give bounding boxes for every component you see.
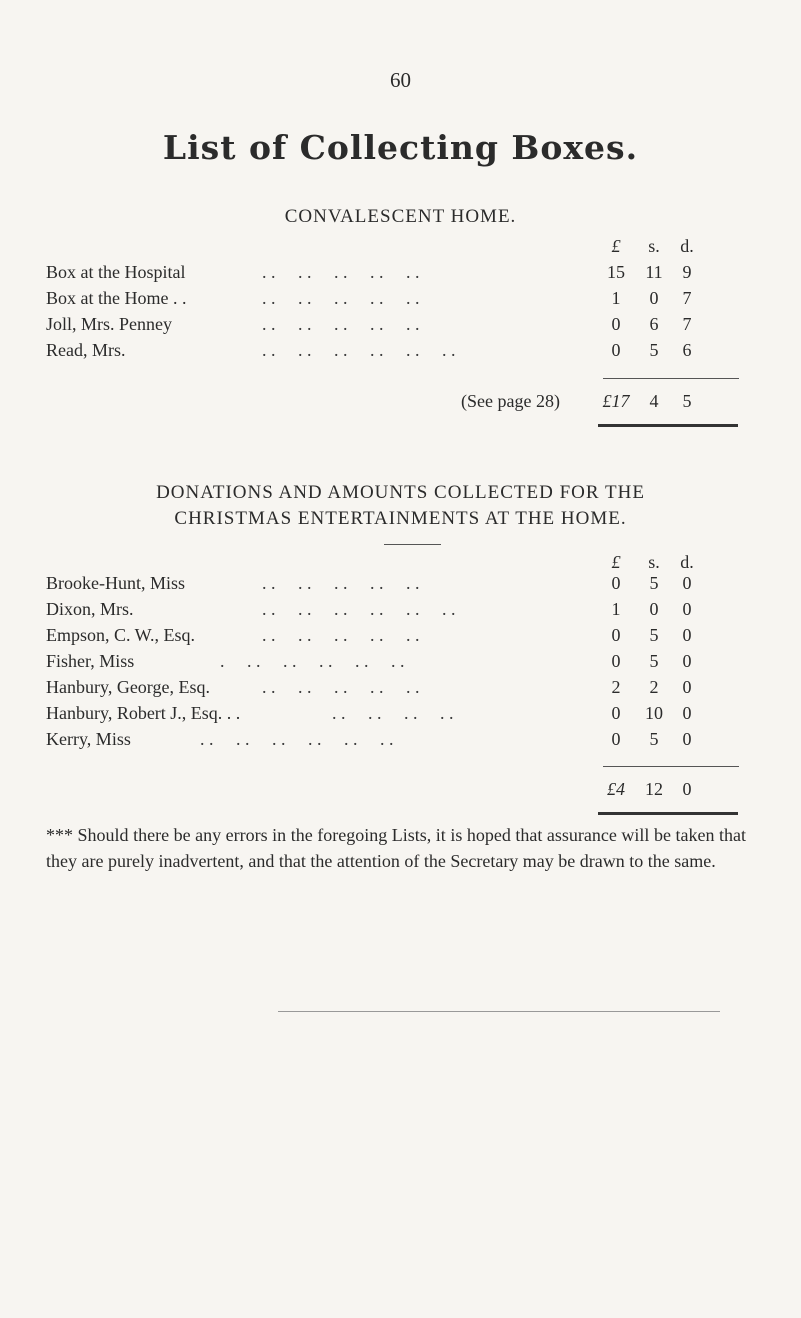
donor-name: Fisher, Miss (46, 651, 135, 671)
total-row (0, 388, 801, 414)
amount-pounds: 0 (611, 573, 621, 593)
total-pence: 5 (682, 391, 692, 411)
amount-pence: 7 (682, 314, 692, 334)
amount-shillings: 10 (645, 703, 663, 723)
pounds-header: £ (611, 552, 621, 572)
list-item (0, 674, 801, 700)
footer-rule (278, 1011, 720, 1012)
pounds-header: £ (611, 236, 621, 256)
shillings-header: s. (648, 236, 660, 256)
donor-name: Box at the Home . . (46, 288, 187, 308)
shillings-header: s. (648, 552, 660, 572)
amount-shillings: 5 (649, 625, 659, 645)
donor-name: Empson, C. W., Esq. (46, 625, 196, 645)
donor-name: Hanbury, George, Esq. (46, 677, 210, 697)
amount-pounds: 0 (611, 340, 621, 360)
amount-pence: 7 (682, 288, 692, 308)
amount-pounds: 15 (607, 262, 625, 282)
pence-header: d. (680, 552, 694, 572)
leader-dots: . . . . . . . . . . (262, 625, 420, 645)
page-title: List of Collecting Boxes. (162, 128, 639, 167)
total-label: (See page 28) (461, 391, 560, 411)
amount-pence: 0 (682, 599, 692, 619)
amount-pence: 0 (682, 625, 692, 645)
leader-dots: . . . . . . . . . . . . (200, 729, 394, 749)
amount-shillings: 5 (649, 340, 659, 360)
amount-pounds: 0 (611, 314, 621, 334)
errata-note: *** Should there be any errors in the foregoing Lists, it is hoped that assurance will be taken that they are purely inadvertent, and that the attention of the Secretary may be drawn to the same. (46, 825, 746, 871)
amount-pounds: 1 (611, 599, 621, 619)
leader-dots: . . . . . . . . . . (262, 262, 420, 282)
amount-pence: 0 (682, 677, 692, 697)
amount-pence: 6 (682, 340, 692, 360)
donor-name: Joll, Mrs. Penney (46, 314, 172, 334)
amount-pence: 0 (682, 729, 692, 749)
total-double-rule (598, 424, 738, 427)
amount-pounds: 2 (611, 677, 621, 697)
total-row (0, 776, 801, 802)
amount-pounds: 0 (611, 729, 621, 749)
list-item (0, 285, 801, 311)
donor-name: Hanbury, Robert J., Esq. . . (46, 703, 241, 723)
list-item (0, 596, 801, 622)
leader-dots: . . . . . . . . . . (262, 677, 420, 697)
donor-name: Dixon, Mrs. (46, 599, 134, 619)
subtotal-rule (603, 766, 739, 767)
amount-shillings: 5 (649, 651, 659, 671)
leader-dots: . . . . . . . . . . (262, 288, 420, 308)
total-shillings: 12 (645, 779, 663, 799)
total-double-rule (598, 812, 738, 815)
amount-pounds: 0 (611, 625, 621, 645)
leader-dots: . . . . . . . . . . . . (262, 340, 456, 360)
total-shillings: 4 (649, 391, 659, 411)
amount-pence: 9 (682, 262, 692, 282)
section-heading-convalescent: CONVALESCENT HOME. (284, 206, 517, 227)
amount-pounds: 1 (611, 288, 621, 308)
list-item (0, 337, 801, 363)
amount-pence: 0 (682, 651, 692, 671)
amount-shillings: 2 (649, 677, 659, 697)
amount-shillings: 6 (649, 314, 659, 334)
amount-pence: 0 (682, 703, 692, 723)
heading-divider (384, 544, 441, 545)
donor-name: Brooke-Hunt, Miss (46, 573, 185, 593)
leader-dots: . . . . . . . . . . (262, 314, 420, 334)
donor-name: Read, Mrs. (46, 340, 126, 360)
total-pounds: £4 (607, 779, 625, 799)
amount-shillings: 5 (649, 573, 659, 593)
list-item (0, 648, 801, 674)
currency-header (0, 233, 801, 259)
leader-dots: . . . . . . . . . . . (220, 651, 405, 671)
section-heading-donations: DONATIONS AND AMOUNTS COLLECTED FOR THE (156, 482, 645, 503)
subtotal-rule (603, 378, 739, 379)
page-number: 60 (390, 68, 411, 92)
leader-dots: . . . . . . . . . . (262, 573, 420, 593)
list-item (0, 726, 801, 752)
list-item (0, 570, 801, 596)
total-pounds: £17 (602, 391, 630, 411)
amount-pounds: 0 (611, 651, 621, 671)
amount-pounds: 0 (611, 703, 621, 723)
list-item (0, 622, 801, 648)
list-item (0, 259, 801, 285)
amount-shillings: 11 (645, 262, 663, 282)
amount-shillings: 0 (649, 599, 659, 619)
list-item (0, 311, 801, 337)
total-pence: 0 (682, 779, 692, 799)
section-heading-christmas: CHRISTMAS ENTERTAINMENTS AT THE HOME. (174, 508, 627, 529)
donor-name: Kerry, Miss (46, 729, 131, 749)
amount-shillings: 5 (649, 729, 659, 749)
list-item (0, 700, 801, 726)
leader-dots: . . . . . . . . . . . . (262, 599, 456, 619)
donor-name: Box at the Hospital (46, 262, 186, 282)
pence-header: d. (680, 236, 694, 256)
amount-shillings: 0 (649, 288, 659, 308)
amount-pence: 0 (682, 573, 692, 593)
leader-dots: . . . . . . . . (332, 703, 454, 723)
